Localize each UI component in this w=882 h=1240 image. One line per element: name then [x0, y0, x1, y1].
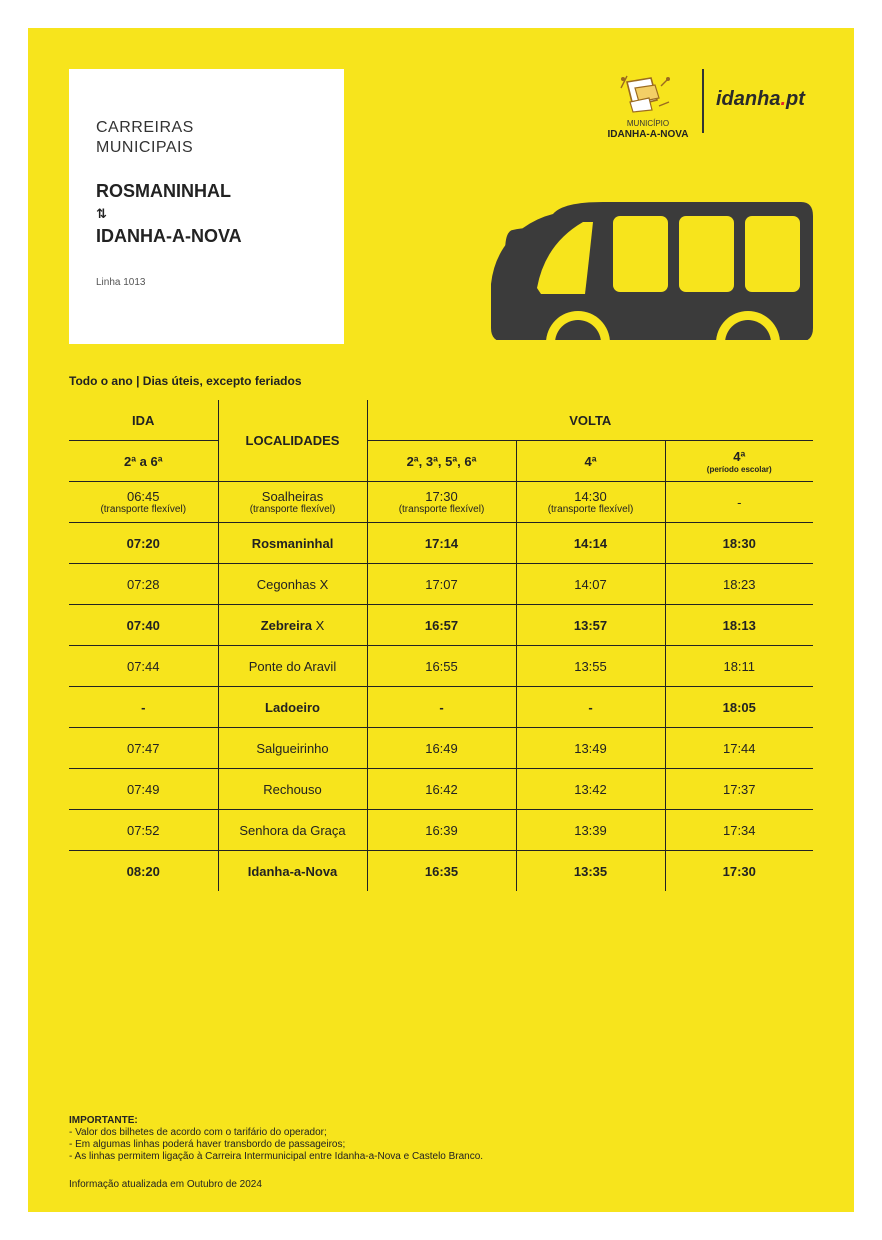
volta-days-header-3: [665, 441, 813, 482]
x-mark: X: [319, 576, 329, 592]
footer-note-1: - Valor dos bilhetes de acordo com o tarifário do operador;: [69, 1127, 327, 1138]
volta-days-header-3-note: (período escolar): [706, 464, 772, 474]
x-mark: X: [315, 617, 325, 633]
bus-icon: [483, 200, 818, 348]
volta-time-cell-1: 16:57: [367, 605, 516, 646]
volta-time-cell-1: 17:14: [367, 523, 516, 564]
volta-time-cell-3: 17:37: [665, 769, 813, 810]
site-dot: .: [780, 88, 787, 110]
table-row: [69, 687, 813, 728]
ida-time-cell: 06:45 (transporte flexível): [69, 482, 218, 523]
subheader-row: [69, 441, 813, 482]
route-title: [96, 180, 242, 248]
ida-time-cell: -: [69, 687, 218, 728]
header-row: [69, 400, 813, 441]
ida-days-header: 2ª a 6ª: [69, 441, 218, 482]
volta-days-header-2: 4ª: [516, 441, 665, 482]
municipio-logo-text: [594, 118, 702, 140]
localidade-cell: Ponte do Aravil: [218, 646, 367, 687]
site-logo: [716, 88, 805, 111]
localidade-cell: Soalheiras (transporte flexível): [218, 482, 367, 523]
route-origin: ROSMANINHAL: [96, 181, 231, 201]
localidade-cell: Rechouso: [218, 769, 367, 810]
volta-time-cell-3: 18:13: [665, 605, 813, 646]
volta-header: VOLTA: [367, 400, 813, 441]
timetable: [69, 400, 813, 891]
schedule-note: Todo o ano | Dias úteis, excepto feriados: [69, 374, 302, 388]
table-row: [69, 810, 813, 851]
localidade-cell: Salgueirinho: [218, 728, 367, 769]
volta-time-cell-2: 13:42: [516, 769, 665, 810]
volta-time-cell-1: 16:55: [367, 646, 516, 687]
volta-time-cell-1: 17:07: [367, 564, 516, 605]
localidade-cell: Idanha-a-Nova: [218, 851, 367, 892]
footer-heading: IMPORTANTE:: [69, 1115, 138, 1126]
volta-time-cell-3: 17:30: [665, 851, 813, 892]
footer-note-3: - As linhas permitem ligação à Carreira Intermunicipal entre Idanha-a-Nova e Castelo Branco.: [69, 1151, 484, 1162]
volta-time-cell-1: -: [367, 687, 516, 728]
localidade-cell: Rosmaninhal: [218, 523, 367, 564]
volta-time-cell-3: 18:30: [665, 523, 813, 564]
ida-time-cell: 07:44: [69, 646, 218, 687]
volta-time-cell-2: 13:35: [516, 851, 665, 892]
volta-time-cell-3: 17:34: [665, 810, 813, 851]
table-row: [69, 851, 813, 892]
ida-time-cell: 08:20: [69, 851, 218, 892]
site-name: idanha: [716, 88, 781, 110]
ida-time-cell: 07:28: [69, 564, 218, 605]
ida-time-cell: 07:20: [69, 523, 218, 564]
volta-time-cell-2: 13:39: [516, 810, 665, 851]
localidade-cell: Senhora da Graça: [218, 810, 367, 851]
volta-time-cell-2: 13:57: [516, 605, 665, 646]
volta-time-cell-2: 13:49: [516, 728, 665, 769]
municipio-name-label: IDANHA-A-NOVA: [607, 129, 689, 140]
route-destination: IDANHA-A-NOVA: [96, 226, 242, 246]
volta-time-cell-2: 14:14: [516, 523, 665, 564]
volta-time-cell-1: 16:35: [367, 851, 516, 892]
table-row: [69, 564, 813, 605]
table-row: [69, 728, 813, 769]
table-row: [69, 769, 813, 810]
table-row: [69, 482, 813, 523]
site-tld: pt: [786, 88, 805, 110]
municipio-small-label: MUNICÍPIO: [626, 119, 670, 128]
volta-time-cell-3: 18:23: [665, 564, 813, 605]
localidade-cell: Ladoeiro: [218, 687, 367, 728]
footer-notes: [69, 1115, 483, 1191]
org-line-1: CARREIRAS: [96, 119, 194, 136]
volta-time-cell-2: -: [516, 687, 665, 728]
volta-time-cell-3: 18:05: [665, 687, 813, 728]
volta-time-cell-1: 16:39: [367, 810, 516, 851]
volta-time-cell-3: -: [665, 482, 813, 523]
ida-time-cell: 07:47: [69, 728, 218, 769]
volta-time-cell-3: 18:11: [665, 646, 813, 687]
table-row: [69, 605, 813, 646]
ida-time-cell: 07:40: [69, 605, 218, 646]
table-row: [69, 523, 813, 564]
ida-time-cell: 07:52: [69, 810, 218, 851]
volta-time-cell-1: 16:49: [367, 728, 516, 769]
volta-time-cell-1: 17:30 (transporte flexível): [367, 482, 516, 523]
poster: [28, 28, 854, 1212]
title-card: [69, 69, 344, 344]
updated-date: Informação atualizada em Outubro de 2024: [69, 1179, 262, 1190]
volta-time-cell-1: 16:42: [367, 769, 516, 810]
volta-time-cell-3: 17:44: [665, 728, 813, 769]
volta-days-header-3-label: 4ª: [733, 448, 746, 464]
volta-time-cell-2: 13:55: [516, 646, 665, 687]
localidade-cell: Zebreira X: [218, 605, 367, 646]
swap-arrows-icon: ⇅: [96, 206, 107, 221]
volta-days-header-1: 2ª, 3ª, 5ª, 6ª: [367, 441, 516, 482]
org-line-2: MUNICIPAIS: [96, 139, 194, 156]
table-row: [69, 646, 813, 687]
ida-header: IDA: [69, 400, 218, 441]
localidade-cell: Cegonhas X: [218, 564, 367, 605]
volta-time-cell-2: 14:30 (transporte flexível): [516, 482, 665, 523]
org-title: [96, 118, 194, 158]
line-number: Linha 1013: [96, 277, 146, 288]
localidades-header: LOCALIDADES: [218, 400, 367, 482]
ida-time-cell: 07:49: [69, 769, 218, 810]
footer-note-2: - Em algumas linhas poderá haver transbordo de passageiros;: [69, 1139, 346, 1150]
logo-divider: [702, 69, 704, 133]
volta-time-cell-2: 14:07: [516, 564, 665, 605]
